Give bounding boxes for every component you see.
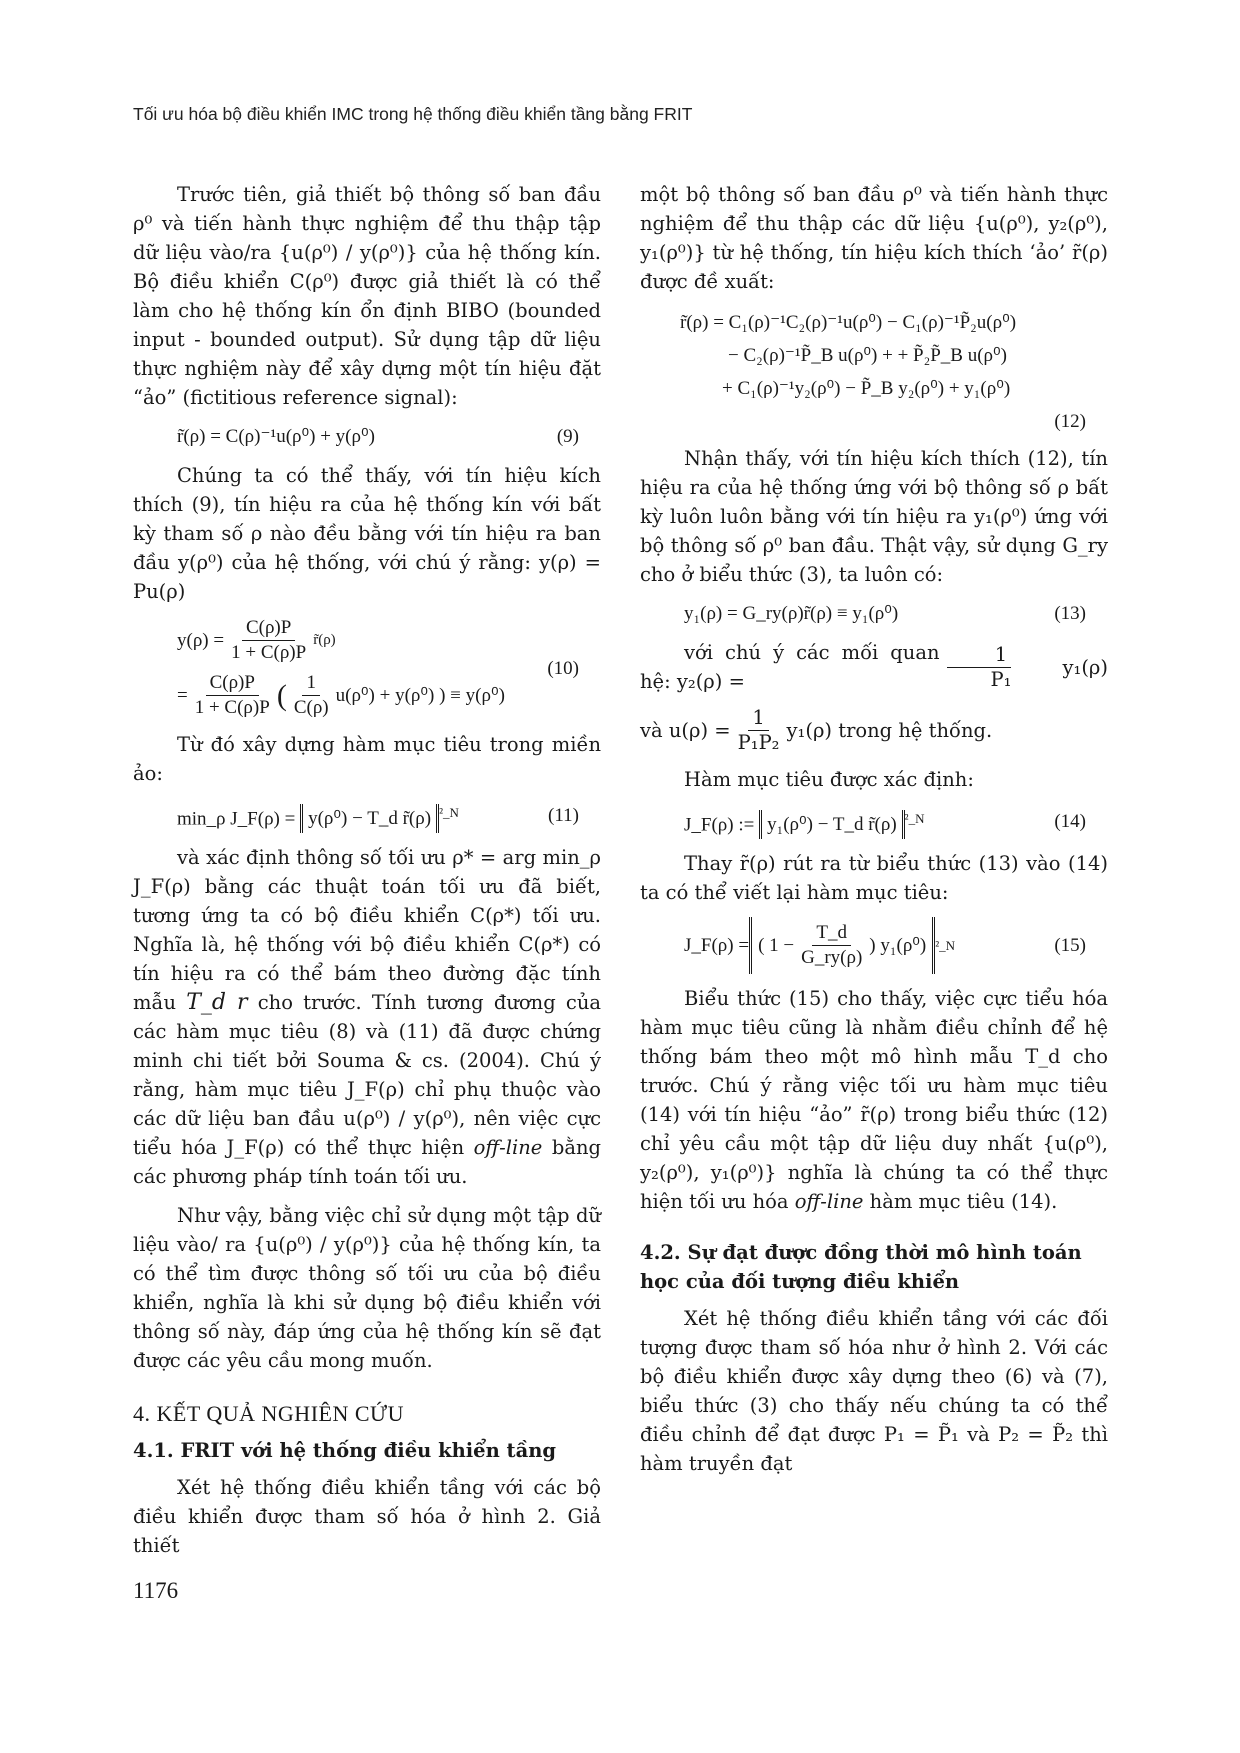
equation-text: J_F(ρ) = (684, 935, 750, 957)
paragraph (133, 843, 601, 1191)
paragraph: Từ đó xây dựng hàm mục tiêu trong miền ảo: (133, 733, 601, 785)
equation-line: + C₁(ρ)⁻¹y₂(ρ⁰) − P̃_B y₂(ρ⁰) + y₁(ρ⁰) (722, 378, 1011, 399)
paragraph: Trước tiên, giả thiết bộ thông số ban đầu ρ⁰ và tiến hành thực nghiệm để thu thập tập dữ liệu vào/ra {u(ρ⁰) / y(ρ⁰)} của hệ thống kín. Bộ điều khiển C(ρ⁰) được giả thiết là có thể làm cho hệ thống kín ổn định BIBO (bounded input - bounded output). Sử dụng tập dữ liệu thực nghiệm này để xây dựng một tín hiệu đặt “ảo” (fictitious reference signal): (133, 183, 601, 409)
variable: T_d r (186, 990, 248, 1016)
emphasis: off-line (473, 1136, 543, 1160)
paragraph: Hàm mục tiêu được xác định: (684, 768, 974, 791)
subsection-heading: 4.1. FRIT với hệ thống điều khiển tầng (133, 1439, 557, 1463)
equation-text: ²_N (904, 811, 925, 826)
numerator: 1 (748, 706, 768, 731)
denominator: 1 + C(ρ)P (231, 642, 307, 663)
text-span: với chú ý các mối quan hệ: y₂(ρ) = (640, 641, 940, 693)
equation-9 (133, 422, 601, 451)
equation-text: y(ρ) = (177, 630, 225, 651)
paragraph: Chúng ta có thể thấy, với tín hiệu kích thích (9), tín hiệu ra của hệ thống kín với bất kỳ tham số ρ nào đều bằng với tín hiệu ra ban đầu y(ρ⁰) của hệ thống, với chú ý rằng: y(ρ) = Pu(ρ) (133, 464, 601, 603)
text-span: y₁(ρ) (1062, 655, 1108, 679)
text-span: hàm mục tiêu (14). (869, 1190, 1058, 1214)
emphasis: off-line (794, 1190, 864, 1214)
numerator: C(ρ)P (242, 616, 295, 641)
paragraph (640, 638, 1108, 696)
equation-text: = (177, 685, 188, 706)
equation-text: J_F(ρ) := (684, 814, 755, 836)
numerator: 1 (947, 643, 1011, 668)
equation-number: (11) (548, 805, 579, 827)
fraction (797, 921, 866, 970)
norm (749, 917, 935, 974)
denominator: G_ry(ρ) (801, 947, 863, 969)
equation-12 (640, 306, 1108, 438)
subsection-heading: 4.2. Sự đạt được đồng thời mô hình toán học của đối tượng điều khiển (640, 1241, 1082, 1294)
equation-number: (10) (547, 657, 579, 679)
equation-15 (640, 917, 1108, 974)
equation-number: (14) (1054, 811, 1086, 833)
equation-text: ²_N (935, 938, 956, 954)
norm: y₁(ρ⁰) − T_d r̃(ρ) (759, 810, 905, 839)
right-column (640, 180, 1108, 1488)
paragraph: một bộ thông số ban đầu ρ⁰ và tiến hành thực nghiệm để thu thập các dữ liệu {u(ρ⁰), y₂(ρ⁰), y₁(ρ⁰)} từ hệ thống, tín hiệu kích thích ‘ảo’ r̃(ρ) được đề xuất: (640, 183, 1108, 293)
paragraph: Xét hệ thống điều khiển tầng với các bộ điều khiển được tham số hóa ở hình 2. Giả thiết (133, 1476, 601, 1558)
paragraph: Nhận thấy, với tín hiệu kích thích (12), tín hiệu ra của hệ thống ứng với bộ thông số ρ bất kỳ luôn luôn bằng với tín hiệu ra y₁(ρ⁰) ứng với bộ thông số ρ⁰ ban đầu. Thật vậy, sử dụng G_ry cho ở biểu thức (3), ta luôn có: (640, 447, 1108, 586)
running-header: Tối ưu hóa bộ điều khiển IMC trong hệ thống điều khiển tầng bằng FRIT (133, 104, 693, 124)
denominator: P₁P₂ (737, 731, 780, 754)
left-column (133, 180, 601, 1570)
fraction (290, 671, 333, 720)
equation-text: min_ρ J_F(ρ) = (177, 808, 296, 830)
equation-text: r̃(ρ) (313, 632, 336, 648)
text-span: và xác định thông số tối ưu ρ* = arg min_ρ J_F(ρ) bằng các thuật toán tối ưu đã biết, tương ứng ta có bộ điều khiển C(ρ*) tối ưu. Nghĩa là, hệ thống với bộ điều khiển C(ρ*) có tín hiệu ra có thể bám theo đường đặc tính mẫu (133, 846, 601, 1015)
numerator: C(ρ)P (206, 671, 259, 696)
equation-body: r̃(ρ) = C(ρ)⁻¹u(ρ⁰) + y(ρ⁰) (177, 426, 375, 447)
equation-14 (640, 804, 1108, 839)
paragraph: Như vậy, bằng việc chỉ sử dụng một tập dữ liệu vào/ ra {u(ρ⁰) / y(ρ⁰)} của hệ thống kín, ta có thể tìm được thông số tối ưu của bộ điều khiển, nghĩa là khi sử dụng bộ điều khiển với thông số này, đáp ứng của hệ thống kín sẽ đạt được các yêu cầu mong muốn. (133, 1204, 601, 1373)
fraction (227, 616, 310, 665)
equation-body: y₁(ρ) = G_ry(ρ)r̃(ρ) ≡ y₁(ρ⁰) (684, 603, 899, 624)
numerator: 1 (302, 671, 320, 696)
equation-text: ( 1 − (758, 935, 795, 957)
equation-line: r̃(ρ) = C₁(ρ)⁻¹C₂(ρ)⁻¹u(ρ⁰) − C₁(ρ)⁻¹P̃₂u(ρ⁰) (680, 312, 1017, 333)
numerator: T_d (812, 921, 851, 946)
text-span: y₁(ρ) trong hệ thống. (786, 719, 993, 742)
paragraph: Thay r̃(ρ) rút ra từ biểu thức (13) vào (14) ta có thể viết lại hàm mục tiêu: (640, 852, 1108, 905)
equation-11 (133, 798, 601, 833)
text-span: bằng các phương pháp tính toán tối ưu. (133, 1136, 601, 1189)
fraction (734, 706, 784, 755)
page-number: 1176 (133, 1578, 179, 1603)
norm: y(ρ⁰) − T_d r̃(ρ) (300, 804, 439, 833)
fraction (943, 643, 1016, 692)
equation-number: (15) (1054, 935, 1086, 957)
equation-text: ) y₁(ρ⁰) (869, 935, 927, 957)
fraction (191, 671, 274, 720)
paragraph: Xét hệ thống điều khiển tầng với các đối tượng được tham số hóa như ở hình 2. Với các bộ điều khiển được xây dựng theo (6) và (7), biểu thức (3) cho thấy nếu chúng ta có thể điều chỉnh để đạt được P₁ = P̃₁ và P₂ = P̃₂ thì hàm truyền đạt (640, 1307, 1108, 1476)
equation-number: (13) (1054, 603, 1086, 624)
denominator: P₁ (990, 667, 1012, 691)
paragraph (640, 706, 1108, 755)
denominator: 1 + C(ρ)P (194, 697, 270, 718)
equation-line: − C₂(ρ)⁻¹P̃_B u(ρ⁰) + + P̃₂P̃_B u(ρ⁰) (728, 345, 1007, 366)
paragraph (640, 984, 1108, 1216)
section-heading: 4. KẾT QUẢ NGHIÊN CỨU (133, 1401, 404, 1427)
equation-13 (640, 599, 1108, 628)
equation-number: (12) (1054, 411, 1086, 432)
text-span: Biểu thức (15) cho thấy, việc cực tiểu hóa hàm mục tiêu cũng là nhằm điều chỉnh để hệ thống bám theo một mô hình mẫu T_d cho trước. Chú ý rằng việc tối ưu hàm mục tiêu (14) với tín hiệu “ảo” r̃(ρ) trong biểu thức (12) chỉ yêu cầu một tập dữ liệu duy nhất {u(ρ⁰), y₂(ρ⁰), y₁(ρ⁰)} nghĩa là chúng ta có thể thực hiện tối ưu hóa (640, 987, 1108, 1214)
text-span: cho trước. Tính tương đương của các hàm mục tiêu (8) và (11) đã được chứng minh chi tiết bởi Souma & cs. (2004). Chú ý rằng, hàm mục tiêu J_F(ρ) chỉ phụ thuộc vào các dữ liệu ban đầu u(ρ⁰) / y(ρ⁰), nên việc cực tiểu hóa J_F(ρ) có thể thực hiện (133, 991, 602, 1160)
equation-number: (9) (556, 426, 579, 447)
text-span: và u(ρ) = (640, 719, 731, 742)
equation-text: u(ρ⁰) + y(ρ⁰) ) ≡ y(ρ⁰) (335, 685, 505, 706)
denominator: C(ρ) (293, 697, 329, 718)
equation-10: y(ρ) = $\frac{C(\rho)P}{1 + C(\rho)P}$ r̃(ρ) = $\frac{C(\rho)P}{1 + C(\rho)P}$ ( $\frac{1}{C(\rho)}$ u(ρ⁰) + y(ρ⁰) ) ≡ y(ρ⁰) (10) (133, 616, 601, 720)
equation-text: ²_N (439, 805, 459, 820)
